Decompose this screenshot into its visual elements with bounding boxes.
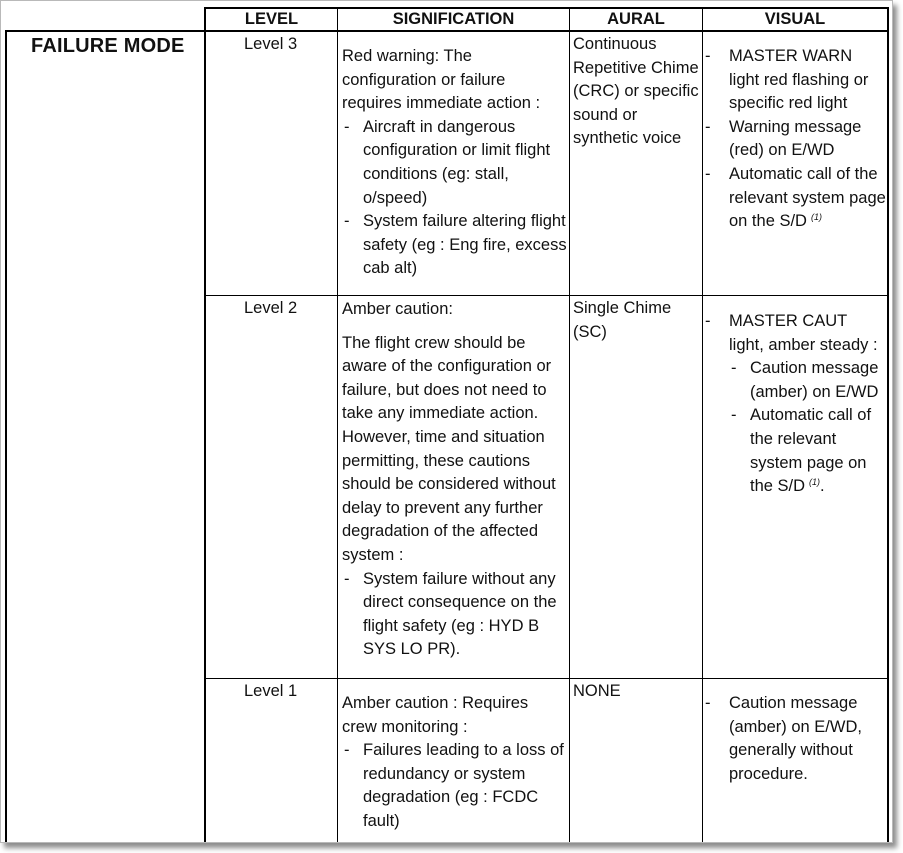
list-item: - Caution message (amber) on E/WD <box>729 357 886 404</box>
header-signification: SIGNIFICATION <box>392 10 515 28</box>
level-3-signification <box>342 45 567 281</box>
list-item: - Warning message (red) on E/WD <box>704 116 886 163</box>
signification-intro: Amber caution: <box>342 300 453 318</box>
column-divider-signification <box>569 7 570 842</box>
list-item <box>704 310 886 501</box>
column-divider-level <box>337 7 338 842</box>
column-divider-aural <box>702 7 703 842</box>
list-item: - System failure without any direct consequence on the flight safety (eg : HYD B SYS LO PR). <box>342 568 567 662</box>
header-bottom-border <box>5 30 889 32</box>
level-2-label: Level 2 <box>244 299 298 317</box>
list-item: - Caution message (amber) on E/WD, generally without procedure. <box>704 692 886 786</box>
signification-intro: Amber caution : Requires crew monitoring : <box>342 694 529 736</box>
level-2-visual <box>704 310 886 501</box>
level-3-label: Level 3 <box>244 35 298 53</box>
header-aural: AURAL <box>607 10 665 28</box>
signification-list <box>342 568 567 662</box>
list-item: - Aircraft in dangerous configuration or limit flight conditions (eg: stall, o/speed) <box>342 116 567 210</box>
table-right-border <box>887 7 889 842</box>
signification-list <box>342 116 567 281</box>
item-text: Automatic call of the relevant system page on the S/D <box>729 164 886 231</box>
footnote-marker: (1) <box>810 212 822 223</box>
level-2-aural: Single Chime (SC) <box>573 299 672 341</box>
failure-mode-label: FAILURE MODE <box>31 35 185 57</box>
item-text: MASTER CAUT light, amber steady : <box>729 312 878 354</box>
visual-list <box>704 45 886 236</box>
column-divider-mode <box>204 7 206 842</box>
level-3-aural: Continuous Repetitive Chime (CRC) or specific sound or synthetic voice <box>573 35 699 148</box>
visual-list <box>704 692 886 786</box>
level-3-visual <box>704 45 886 236</box>
table-left-border <box>5 30 7 842</box>
list-item: - Failures leading to a loss of redundancy or system degradation (eg : FCDC fault) <box>342 739 567 833</box>
signification-list <box>342 739 567 833</box>
list-item: - System failure altering flight safety (eg : Eng fire, excess cab alt) <box>342 210 567 281</box>
level-1-signification <box>342 692 567 834</box>
header-level: LEVEL <box>244 10 299 28</box>
signification-intro: Red warning: The configuration or failure requires immediate action : <box>342 47 541 113</box>
list-item <box>729 404 886 500</box>
signification-body: The flight crew should be aware of the configuration or failure, but does not need to take any immediate action. However, time and situation permitting, these cautions should be considered without delay to prevent any further degradation of the affected system : <box>342 333 556 564</box>
list-item: - MASTER WARN light red flashing or specific red light <box>704 45 886 116</box>
row-divider-1 <box>204 295 889 296</box>
sentence-end: . <box>820 477 825 496</box>
header-visual: VISUAL <box>764 10 826 28</box>
item-text: Automatic call of the relevant system page on the S/D <box>750 406 872 496</box>
visual-list <box>704 310 886 501</box>
level-1-visual <box>704 692 886 786</box>
visual-sublist <box>729 357 886 501</box>
level-2-signification <box>342 298 567 662</box>
level-1-label: Level 1 <box>244 682 298 700</box>
row-divider-2 <box>204 678 889 679</box>
footnote-marker: (1) <box>809 477 821 488</box>
list-item <box>704 163 886 236</box>
level-1-aural: NONE <box>573 682 621 700</box>
